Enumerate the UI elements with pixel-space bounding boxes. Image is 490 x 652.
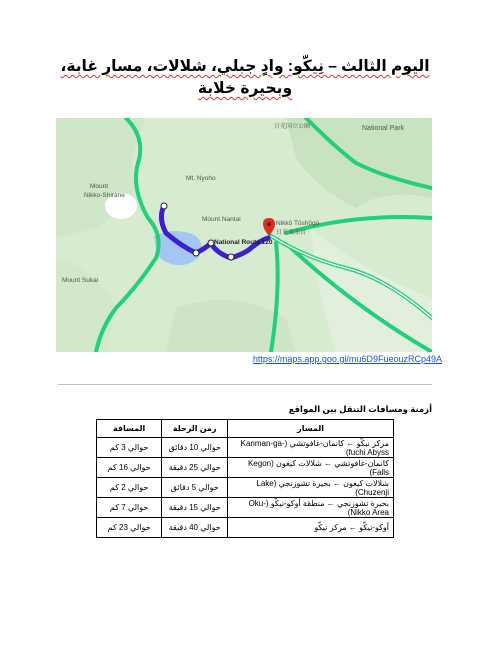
table-row	[97, 478, 394, 498]
distance-cell: حوالي 3 كم	[97, 438, 162, 458]
time-cell: حوالي 10 دقائق	[162, 438, 228, 458]
label-national-park: National Park	[362, 125, 405, 132]
header-time: زمن الرحلة	[162, 420, 228, 438]
time-cell: حوالي 5 دقائق	[162, 478, 228, 498]
label-national-route: National Route 120	[214, 239, 273, 246]
time-cell: حوالي 40 دقيقة	[162, 518, 228, 538]
distance-cell: حوالي 23 كم	[97, 518, 162, 538]
table-row	[97, 498, 394, 518]
section-title: أزمنة ومسافات التنقل بين المواقع	[288, 404, 432, 414]
label-nikko-jp: 日光東照宮	[276, 230, 307, 236]
table-row	[97, 458, 394, 478]
header-distance: المسافة	[97, 420, 162, 438]
label-mount: Mount	[90, 183, 109, 190]
page-title: اليوم الثالث – نِيكّو: وادٍ جبلي، شلالات، مسار غابة، وبحيرة خلابة	[60, 58, 430, 97]
route-cell: بحيرة تشوزنجي ← منطقة أوكو-نيكّو (Oku-Nikko Area)	[228, 498, 394, 518]
label-nikko-toshogu: Nikkō Tōshōgū	[276, 220, 320, 227]
time-cell: حوالي 15 دقيقة	[162, 498, 228, 518]
route-cell: أوكو-نيكّو ← مركز نيكّو	[228, 518, 394, 538]
distance-cell: حوالي 7 كم	[97, 498, 162, 518]
route-cell: كانمان-غافوتشي ← شلالات كيغون (Kegon Falls)	[228, 458, 394, 478]
label-mt-nyoho: Mt. Nyoho	[186, 175, 216, 182]
route-map[interactable]	[56, 118, 432, 352]
distance-cell: حوالي 2 كم	[97, 478, 162, 498]
time-cell: حوالي 25 دقيقة	[162, 458, 228, 478]
distance-cell: حوالي 16 كم	[97, 458, 162, 478]
route-cell: مركز نيكّو ← كانمان-غافوتشي (Kanman-ga-fuchi Abyss)	[228, 438, 394, 458]
table-header-row	[97, 420, 394, 438]
waypoint-4	[228, 254, 234, 260]
table-row	[97, 438, 394, 458]
table-row	[97, 518, 394, 538]
waypoint-1	[161, 203, 167, 209]
map-link[interactable]: https://maps.app.goo.gl/mu6D9FueouzRCp49A	[252, 354, 442, 364]
label-nikko-shirane: Nikko-Shirane	[84, 192, 125, 199]
route-cell: شلالات كيغون ← بحيرة تشوزنجي (Lake Chuzenji)	[228, 478, 394, 498]
waypoint-2	[193, 250, 199, 256]
header-route: المسار	[228, 420, 394, 438]
divider	[58, 384, 432, 385]
travel-table	[96, 419, 394, 538]
label-top-jp: 日光国立公園	[274, 124, 311, 130]
label-mount-nantai: Mount Nantai	[202, 216, 241, 223]
label-mount-sukai: Mount Sukai	[62, 277, 99, 284]
